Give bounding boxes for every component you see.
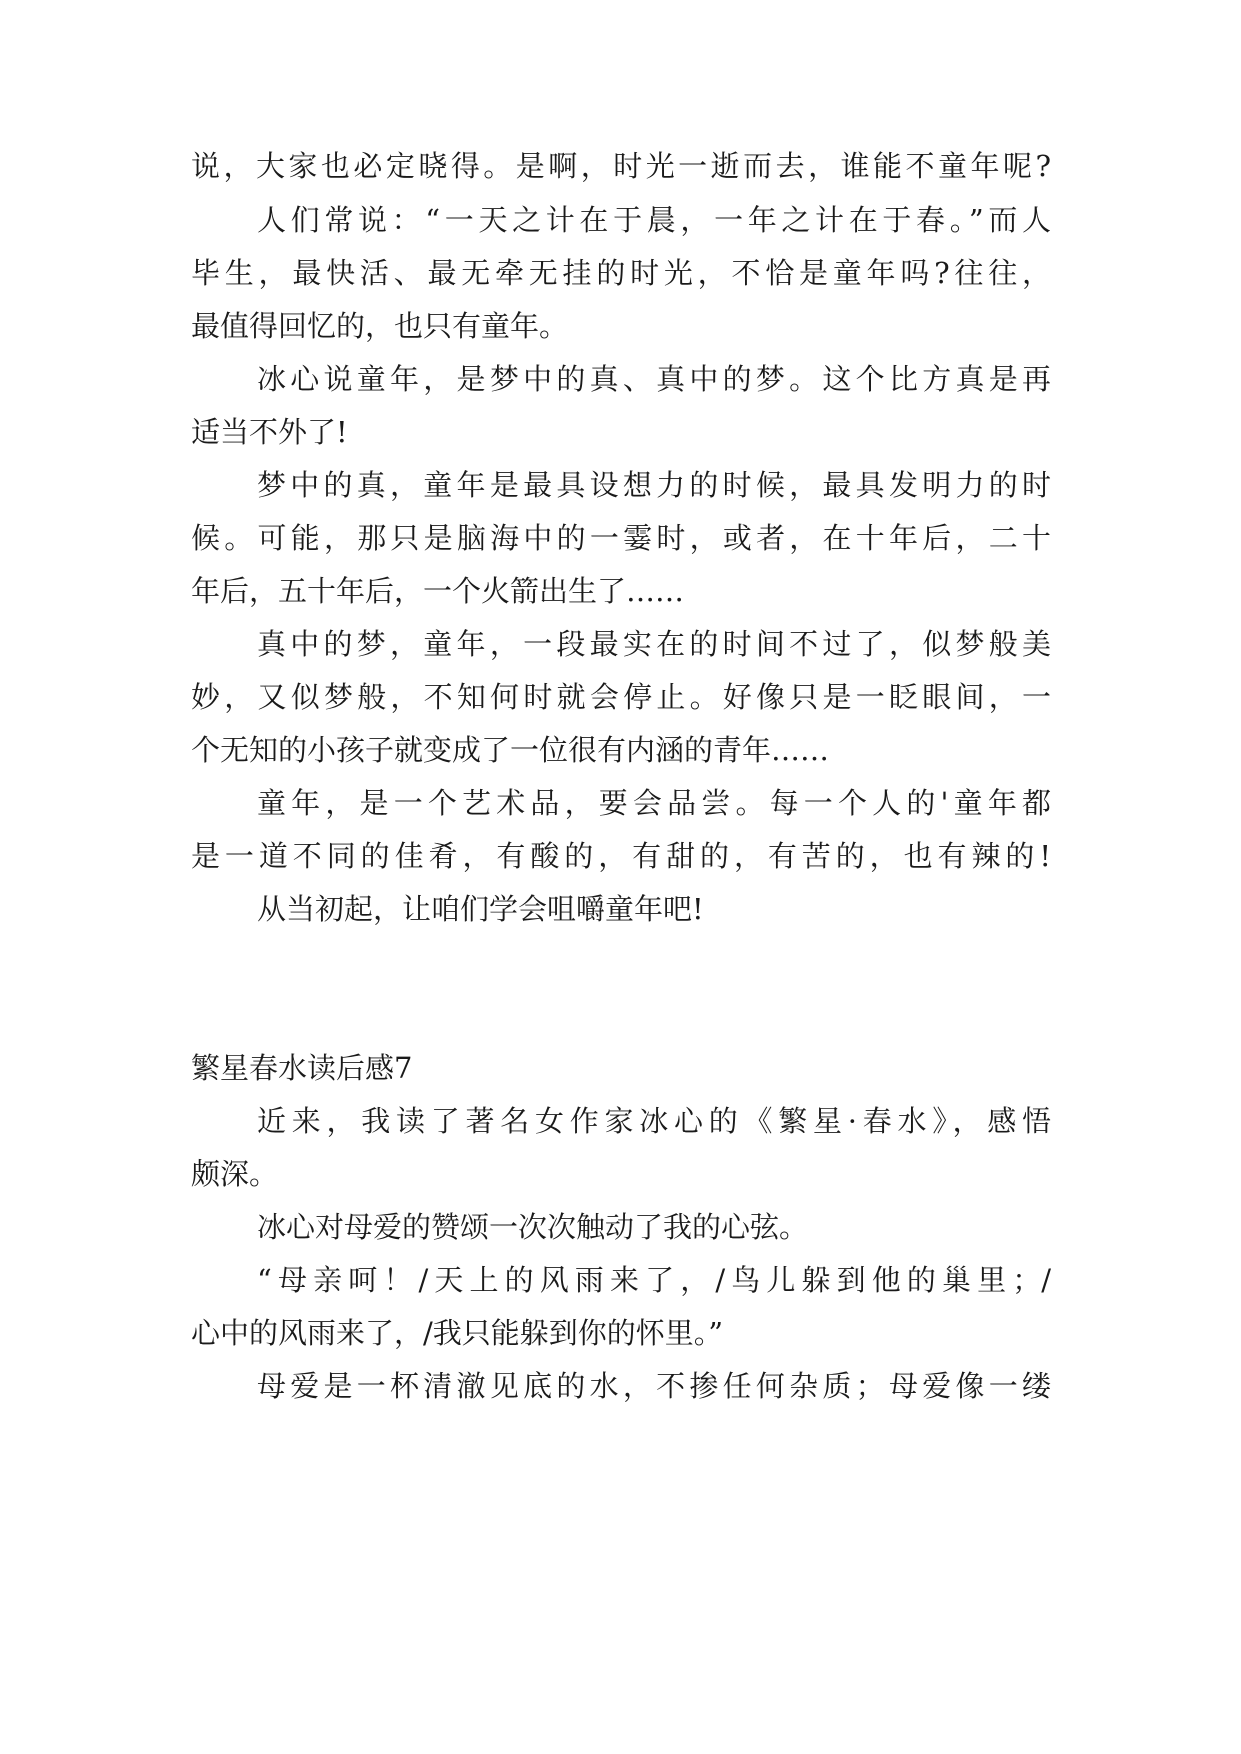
- paragraph-line: 母爱是一杯清澈见底的水，不掺任何杂质；母爱像一缕: [257, 1369, 1051, 1403]
- text-line: 毕生，最快活、最无牵无挂的时光，不恰是童年吗?往往，: [191, 256, 1051, 290]
- paragraph-line: 真中的梦，童年，一段最实在的时间不过了，似梦般美: [257, 627, 1051, 661]
- paragraph-line: 冰心对母爱的赞颂一次次触动了我的心弦。: [257, 1210, 809, 1244]
- paragraph-line: “母亲呵！/天上的风雨来了，/鸟儿躲到他的巢里；/: [257, 1263, 1051, 1297]
- text-line: 说，大家也必定晓得。是啊，时光一逝而去，谁能不童年呢?: [191, 149, 1051, 183]
- text-line: 最值得回忆的，也只有童年。: [191, 309, 569, 343]
- text-line: 候。可能，那只是脑海中的一霎时，或者，在十年后，二十: [191, 521, 1051, 555]
- text-line: 个无知的小孩子就变成了一位很有内涵的青年……: [191, 733, 830, 767]
- text-line: 颇深。: [191, 1157, 279, 1191]
- text-line: 心中的风雨来了，/我只能躲到你的怀里。”: [191, 1316, 724, 1350]
- paragraph-line: 冰心说童年，是梦中的真、真中的梦。这个比方真是再: [257, 362, 1051, 396]
- text-line: 年后，五十年后，一个火箭出生了……: [191, 574, 685, 608]
- text-line: 适当不外了!: [191, 415, 348, 449]
- paragraph-line: 梦中的真，童年是最具设想力的时候，最具发明力的时: [257, 468, 1051, 502]
- paragraph-line: 从当初起，让咱们学会咀嚼童年吧!: [257, 892, 704, 926]
- section-heading: 繁星春水读后感7: [191, 1051, 413, 1085]
- text-line: 妙，又似梦般，不知何时就会停止。好像只是一眨眼间，一: [191, 680, 1051, 714]
- text-line: 是一道不同的佳肴，有酸的，有甜的，有苦的，也有辣的!: [191, 839, 1051, 873]
- paragraph-line: 童年，是一个艺术品，要会品尝。每一个人的'童年都: [257, 786, 1051, 820]
- paragraph-line: 人们常说：“一天之计在于晨，一年之计在于春。”而人: [257, 203, 1051, 237]
- paragraph-line: 近来，我读了著名女作家冰心的《繁星·春水》，感悟: [257, 1104, 1051, 1138]
